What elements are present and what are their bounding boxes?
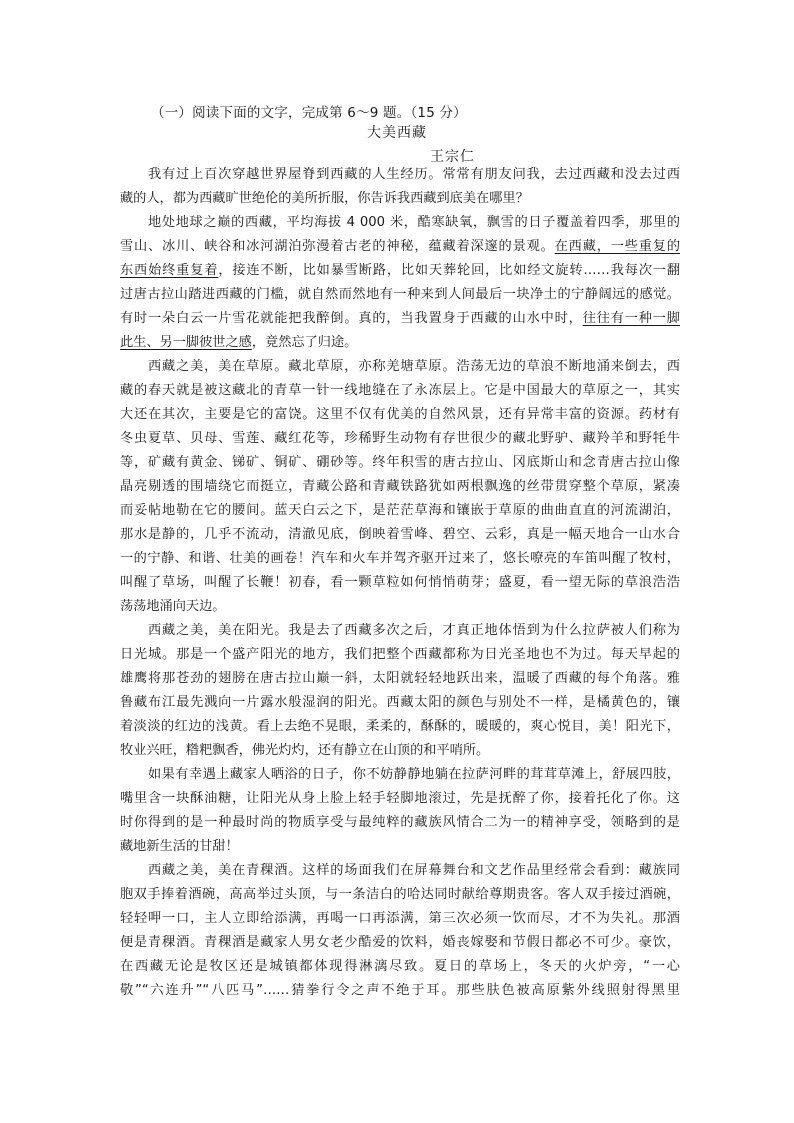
text-line: 地处地球之巅的西藏，平均海拔 4 000 米，酷寒缺氧，飘雪的日子覆盖着四季，那里的	[148, 215, 680, 230]
text-line: 有时一朵白云一片雪花就能把我醉倒。真的，当我置身于西藏的山水中时，往往有一种一脚	[120, 311, 680, 326]
text-line: 大还在其次，主要是它的富饶。这里不仅有优美的自然风景，还有异常丰富的资源。药材有	[120, 407, 680, 422]
underlined-phrase: 东西始终重复着	[120, 263, 219, 278]
text-line: 日光城。那是一个盛产阳光的地方，我们把整个西藏都称为日光圣地也不为过。每天早起的	[120, 647, 680, 662]
text-line: 嘴里含一块酥油糖，让阳光从身上脸上轻手轻脚地滚过，先是抚醉了你，接着托化了你。这	[120, 791, 680, 806]
text-line: 时你得到的是一种最时尚的物质享受与最纯粹的藏族风情合二为一的精神享受，领略到的是	[120, 815, 680, 830]
text-line: 牧业兴旺，糌粑飘香，佛光灼灼，还有静立在山顶的和平哨所。	[120, 743, 490, 758]
article-title: 大美西藏	[367, 125, 427, 141]
text-line: 藏地新生活的甘甜！	[120, 839, 239, 854]
text-line: 敬”“六连升”“八匹马”……猜拳行令之声不绝于耳。那些肤色被高原紫外线照射得黑里	[120, 983, 680, 998]
text-line: 如果有幸遇上藏家人晒浴的日子，你不妨静静地躺在拉萨河畔的茸茸草滩上，舒展四肢，	[148, 767, 680, 782]
text-line: 雪山、冰川、峡谷和冰河湖泊弥漫着古老的神秘，蕴藏着深邃的景观。在西藏，一些重复的	[120, 239, 681, 254]
paragraph	[120, 355, 680, 619]
text-line: 藏的春天就是被这藏北的青草一针一线地缝在了永冻层上。它是中国最大的草原之一，其实	[120, 383, 680, 398]
text-line: 而妥帖地勒在它的腰间。蓝天白云之下，是茫茫草海和镶嵌于草原的曲曲直直的河流湖泊，	[120, 503, 680, 518]
text-line: 叫醒了草场，叫醒了长鞭！初春，看一颗草粒如何悄悄萌芽；盛夏，看一望无际的草浪浩浩	[120, 575, 680, 590]
text-line: 一的宁静、和谐、壮美的画卷！汽车和火车并驾齐驱开过来了，悠长嘹亮的车笛叫醒了牧村，	[120, 551, 680, 566]
text-line: 在西藏无论是牧区还是城镇都体现得淋漓尽致。夏日的草场上，冬天的火炉旁，“一心	[120, 959, 680, 974]
paragraph	[120, 211, 680, 355]
text-line: 鲁藏布江最先溅向一片露水般湿润的阳光。西藏太阳的颜色与别处不一样，是橘黄色的，镶	[120, 695, 680, 710]
text-line: 着淡淡的红边的浅黄。看上去绝不晃眼，柔柔的，酥酥的，暖暖的，爽心悦目，美！阳光下，	[120, 719, 680, 734]
paragraph	[120, 619, 680, 763]
text-line: 东西始终重复着，接连不断，比如暴雪断路，比如天葬轮回，比如经文旋转……我每次一翻	[120, 263, 681, 278]
text-line: 胞双手捧着酒碗，高高举过头顶，与一条洁白的哈达同时献给尊期贵客。客人双手接过酒碗，	[120, 887, 680, 902]
text-line: 藏的人，都为西藏旷世绝伦的美所折服，你告诉我西藏到底美在哪里？	[120, 191, 529, 206]
text-line: 雄鹰将那苍劲的翅膀在唐古拉山巅一斜，太阳就轻轻地跃出来，温暖了西藏的每个角落。雅	[120, 671, 680, 686]
article-body	[120, 163, 680, 1003]
text-line: 我有过上百次穿越世界屋脊到西藏的人生经历。常常有朋友问我，去过西藏和没去过西	[148, 167, 680, 182]
text-line: 荡荡地涌向天边。	[120, 599, 226, 614]
text-line: 此生、另一脚彼世之感，竟然忘了归途。	[120, 335, 358, 350]
text-line: 冬虫夏草、贝母、雪莲、藏红花等，珍稀野生动物有存世很少的藏北野驴、藏羚羊和野牦牛	[120, 431, 680, 446]
article-author: 王宗仁	[430, 149, 475, 165]
paragraph	[120, 163, 680, 211]
text-line: 轻轻呷一口，主人立即给添满，再喝一口再添满，第三次必须一饮而尽，才不为失礼。那酒	[120, 911, 680, 926]
text-line: 过唐古拉山踏进西藏的门槛，就自然而然地有一种来到人间最后一块净土的宁静阔远的感觉。	[120, 287, 680, 302]
text-line: 晶亮剔透的围墙绕它而挺立，青藏公路和青藏铁路犹如两根飘逸的丝带贯穿整个草原，紧凑	[120, 479, 680, 494]
text-line: 那水是静的，几乎不流动，清澈见底，倒映着雪峰、碧空、云彩，真是一幅天地合一山水合	[120, 527, 680, 542]
paragraph	[120, 859, 680, 1003]
text-line: 便是青稞酒。青稞酒是藏家人男女老少酷爱的饮料，婚丧嫁娶和节假日都必不可少。豪饮，	[120, 935, 680, 950]
text-line: 西藏之美，美在阳光。我是去了西藏多次之后，才真正地体悟到为什么拉萨被人们称为	[148, 623, 680, 638]
text-line: 西藏之美，美在草原。藏北草原，亦称羌塘草原。浩荡无边的草浪不断地涌来倒去，西	[148, 359, 680, 374]
paragraph	[120, 763, 680, 859]
underlined-phrase: 往往有一种一脚	[582, 311, 680, 326]
text-line: 等，矿藏有黄金、锑矿、铜矿、硼砂等。终年积雪的唐古拉山、冈底斯山和念青唐古拉山像	[120, 455, 680, 470]
underlined-phrase: 在西藏，一些重复的	[554, 239, 681, 254]
text-line: 西藏之美，美在青稞酒。这样的场面我们在屏幕舞台和文艺作品里经常会看到：藏族同	[148, 863, 680, 878]
section-heading: （一）阅读下面的文字，完成第 6～9 题。（15 分）	[151, 105, 467, 121]
underlined-phrase: 此生、另一脚彼世之感	[120, 335, 252, 350]
